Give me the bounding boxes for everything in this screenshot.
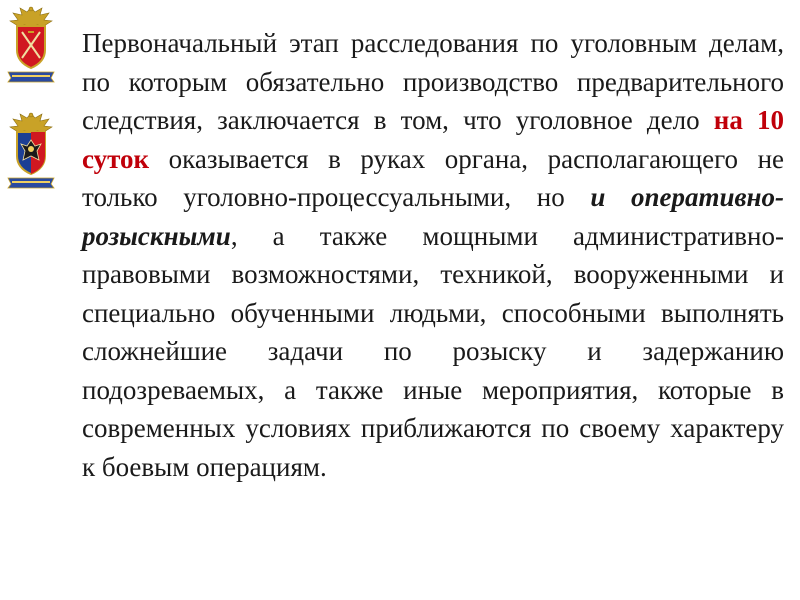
police-emblem-blue-icon bbox=[4, 110, 58, 190]
slide-paragraph bbox=[82, 24, 784, 486]
police-emblem-icon bbox=[4, 4, 58, 84]
police-emblem-red-icon bbox=[4, 4, 58, 84]
text-part-1: Первоначальный этап расследования по уголовным делам, по которым обязательно производство предварительного следствия, заключается в том, что уголовное дело bbox=[82, 28, 784, 135]
text-part-2: оказывается в руках органа, располагающего не только уголовно-процессуальными, но bbox=[82, 143, 784, 212]
highlight-duration: на 10 суток bbox=[82, 105, 784, 174]
highlight-operative: и оперативно-розыскными bbox=[82, 182, 784, 251]
police-emblem-icon bbox=[4, 110, 58, 190]
text-part-3: , а также мощными административно-правовыми возможностями, техникой, вооруженными и специально обученными людьми, способными выполнять сложнейшие задачи по розыску и задержанию подозреваемых, а также иные мероприятия, которые в современных условиях приближаются по своему характеру к боевым операциям. bbox=[82, 220, 784, 482]
